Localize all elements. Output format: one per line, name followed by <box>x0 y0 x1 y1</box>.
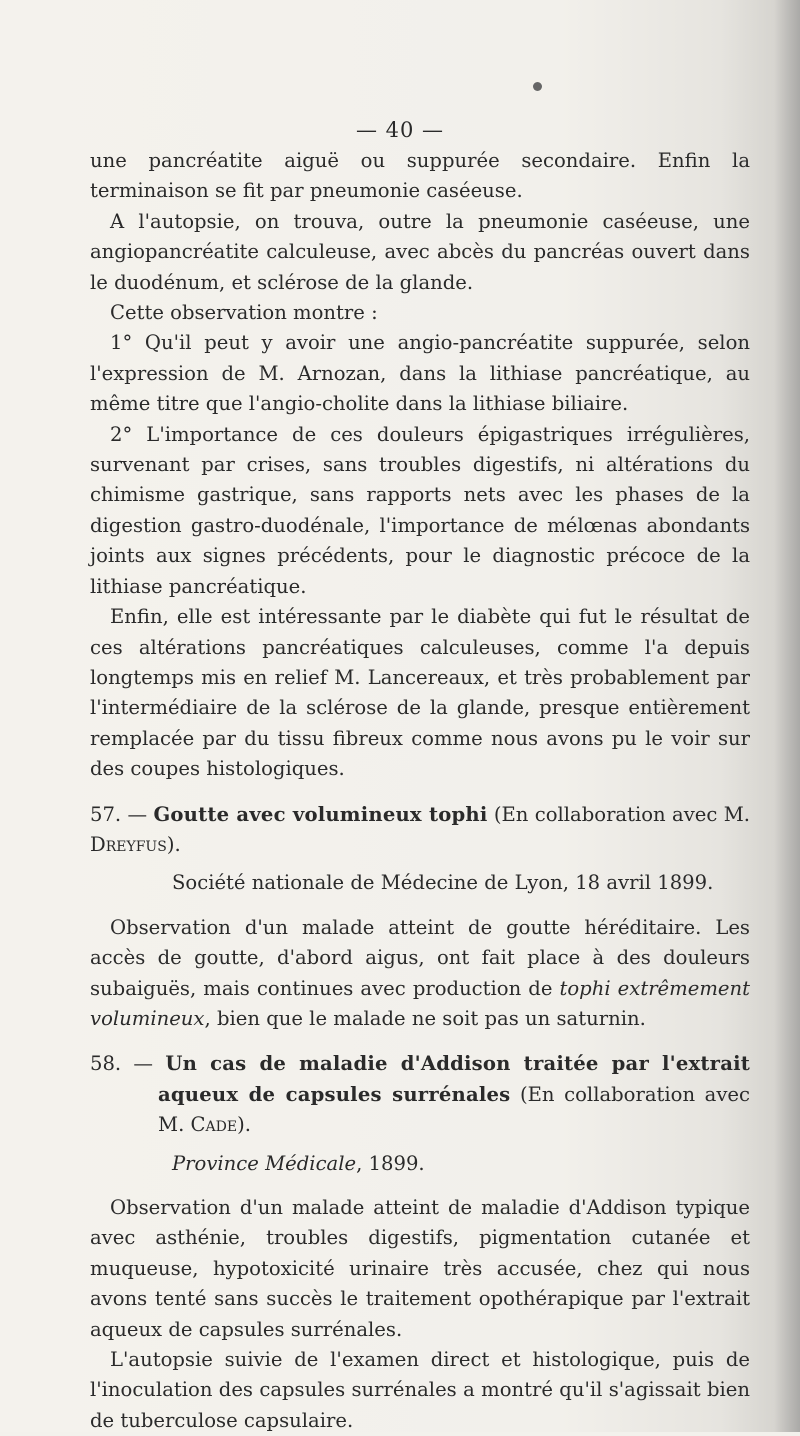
entry-58-collab-prefix: (En collaboration avec M. <box>158 1082 750 1137</box>
entry-57-collab-prefix: (En collaboration avec M. <box>487 802 750 826</box>
paragraph-2: A l'autopsie, on trouva, outre la pneumonie caséeuse, une angiopancréatite calculeuse, avec abcès du pancréas ouvert dans le duodénum, et sclérose de la glande. <box>90 209 750 294</box>
entry-57-number: 57. — <box>90 802 154 826</box>
entry-58-collab-suffix: ). <box>237 1113 251 1137</box>
paragraph-1: une pancréatite aiguë ou suppurée secondaire. Enfin la terminaison se fit par pneumonie caséeuse. <box>90 149 750 203</box>
entry-58-number: 58. — <box>90 1052 166 1076</box>
entry-58-year: , 1899. <box>356 1151 425 1175</box>
entry-58-collaborator: Cade <box>190 1113 238 1137</box>
entry-57-body-italic: tophi extrêmement volumineux <box>90 976 750 1030</box>
paragraph-4: 1° Qu'il peut y avoir une angio-pancréatite suppurée, selon l'expression de M. Arnozan, dans la lithiase pancréatique, au même titre que l'angio-cholite dans la lithiase biliaire. <box>90 331 750 416</box>
entry-57-collab-suffix: ). <box>166 832 181 856</box>
entry-58-journal: Province Médicale <box>172 1151 357 1175</box>
paragraph-6: Enfin, elle est intéressante par le diabète qui fut le résultat de ces altérations pancréatiques calculeuses, comme l'a depuis longtemps mis en relief M. Lancereaux, et très probablement par l'intermédiaire de la sclérose de la glande, presque entièrement remplacée par du tissu fibreux comme nous avons pu le voir sur des coupes histologiques. <box>90 605 750 781</box>
paragraph-3: Cette observation montre : <box>110 301 378 325</box>
entry-57-body <box>90 913 750 1035</box>
entry-57-source: Société nationale de Médecine de Lyon, 18 avril 1899. <box>172 871 714 895</box>
body-text <box>90 146 750 1436</box>
entry-57-body-end: , bien que le malade ne soit pas un saturnin. <box>204 1006 646 1030</box>
page-number: — 40 — <box>355 118 445 142</box>
entry-58-body-1: Observation d'un malade atteint de maladie d'Addison typique avec asthénie, troubles digestifs, pigmentation cutanée et muqueuse, hypotoxicité urinaire très accusée, chez qui nous avons tenté sans succès le traitement opothérapique par l'extrait aqueux de capsules surrénales. <box>90 1196 750 1341</box>
ink-spot <box>533 82 542 91</box>
entry-58-heading <box>90 1049 750 1140</box>
entry-57-body-start: Observation d'un malade atteint de goutte héréditaire. Les accès de goutte, d'abord aigus, ont fait place à des douleurs subaiguës, mais continues avec production de <box>90 915 750 1000</box>
paragraph-5: 2° L'importance de ces douleurs épigastriques irrégulières, survenant par crises, sans troubles digestifs, ni altérations du chimisme gastrique, sans rapports nets avec les phases de la digestion gastro-duodénale, l'importance de mélœnas abondants joints aux signes précédents, pour le diagnostic précoce de la lithiase pancréatique. <box>90 422 750 598</box>
entry-58-source <box>90 1149 750 1179</box>
entry-58-title: Un cas de maladie d'Addison traitée par l'extrait aqueux de capsules surrénales <box>158 1052 750 1106</box>
entry-57-collaborator: Dreyfus <box>90 832 167 856</box>
entry-58-body-2: L'autopsie suivie de l'examen direct et histologique, puis de l'inoculation des capsules surrénales a montré qu'il s'agissait bien de tuberculose capsulaire. <box>90 1348 750 1432</box>
entry-57-heading <box>90 800 750 861</box>
page-edge-shadow <box>774 0 800 1432</box>
entry-57-title: Goutte avec volumineux tophi <box>153 802 488 826</box>
